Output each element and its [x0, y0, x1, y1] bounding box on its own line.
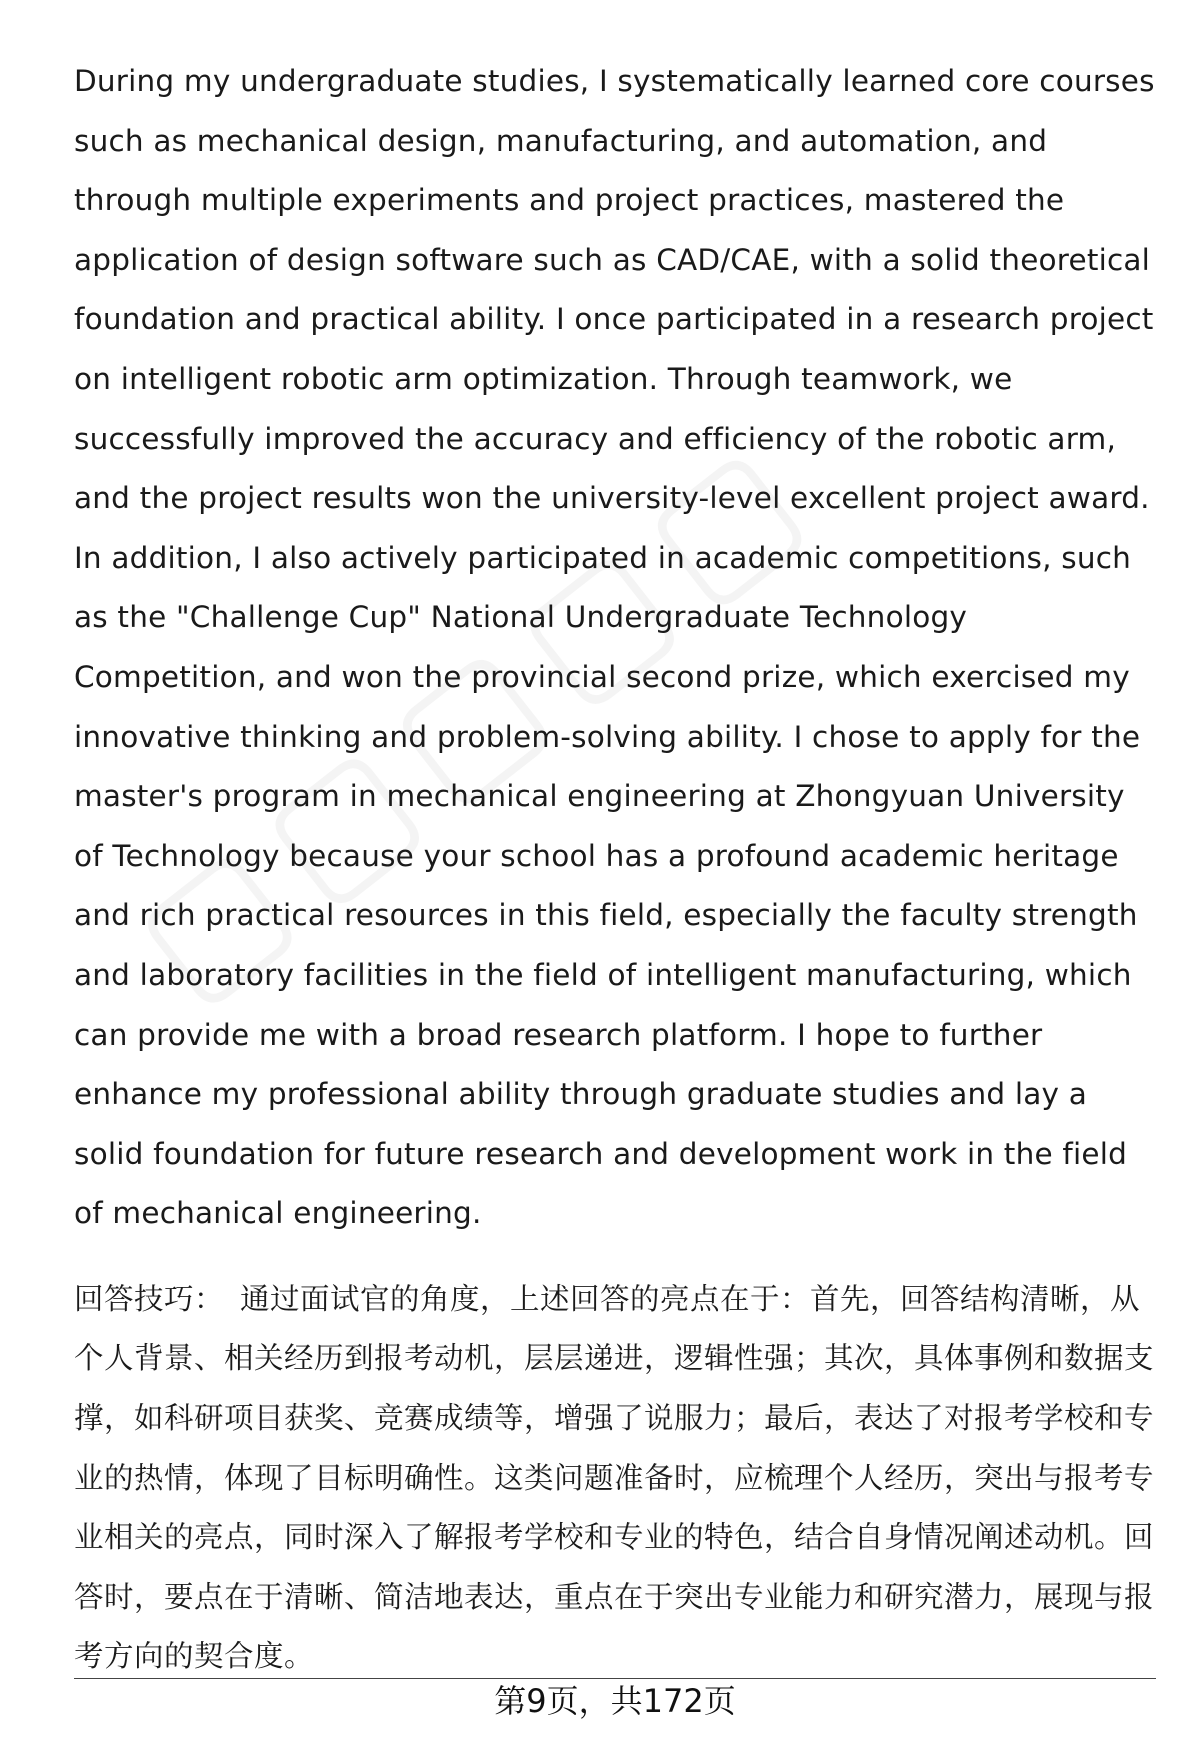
page-number: 第9页，共172页 [494, 1682, 736, 1720]
tips-label: 回答技巧： [74, 1281, 225, 1316]
answer-paragraph: During my undergraduate studies, I systematically learned core courses such as mechanical design, manufacturing, and automation, and through multiple experiments and project practices, mastered the application of design software such as CAD/CAE, with a solid theoretical foundation and practical ability. I once participated in a research project on intelligent robotic arm optimization. Through teamwork, we successfully improved the accuracy and efficiency of the robotic arm, and the project results won the university-level excellent project award. In addition, I also actively participated in academic competitions, such as the "Challenge Cup" National Undergraduate Technology Competition, and won the provincial second prize, which exercised my innovative thinking and problem-solving ability. I chose to apply for the master's program in mechanical engineering at Zhongyuan University of Technology because your school has a profound academic heritage and rich practical resources in this field, especially the faculty strength and laboratory facilities in the field of intelligent manufacturing, which can provide me with a broad research platform. I hope to further enhance my professional ability through graduate studies and lay a solid foundation for future research and development work in the field of mechanical engineering. [74, 64, 1155, 1231]
tips-text: 通过面试官的角度，上述回答的亮点在于：首先，回答结构清晰，从个人背景、相关经历到报考动机，层层递进，逻辑性强；其次，具体事例和数据支撑，如科研项目获奖、竞赛成绩等，增强了说服力；最后，表达了对报考学校和专业的热情，体现了目标明确性。这类问题准备时，应梳理个人经历，突出与报考专业相关的亮点，同时深入了解报考学校和专业的特色，结合自身情况阐述动机。回答时，要点在于清晰、简洁地表达，重点在于突出专业能力和研究潜力，展现与报考方向的契合度。 [74, 1281, 1155, 1674]
tips-paragraph [74, 1270, 1160, 1687]
document-body [74, 52, 1160, 1687]
